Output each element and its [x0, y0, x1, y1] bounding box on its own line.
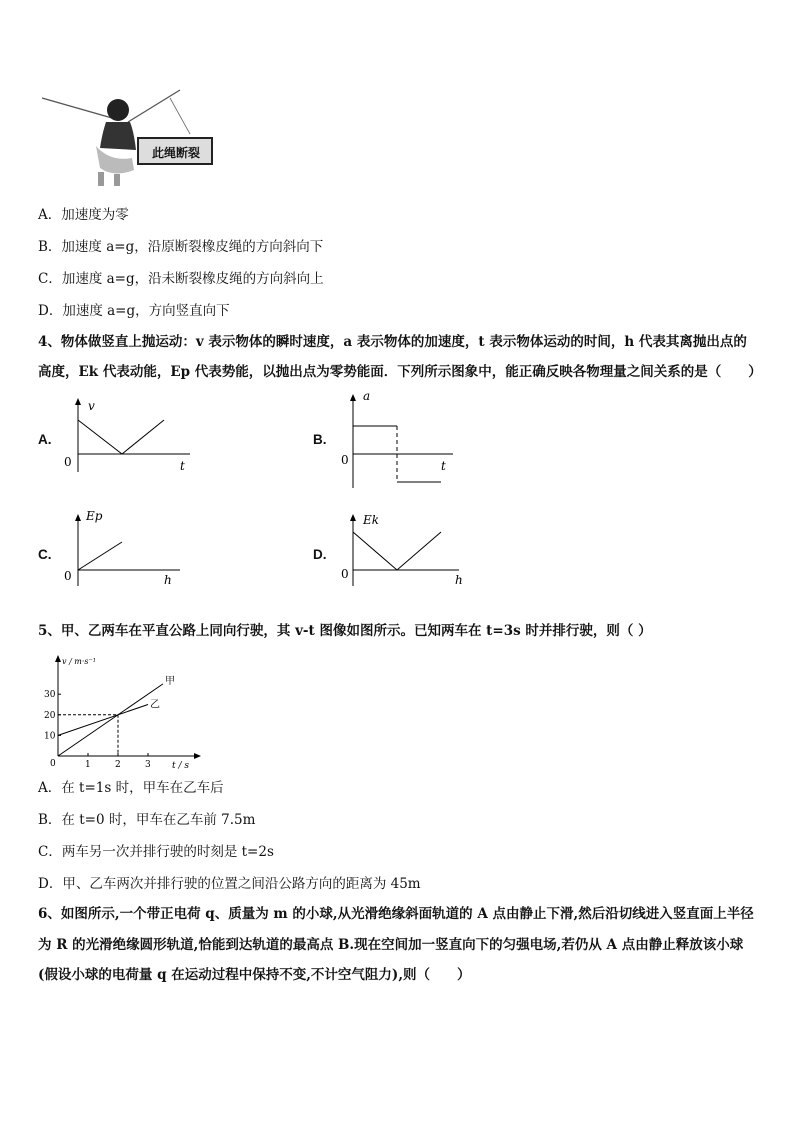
- figure-child-on-cords: [40, 88, 225, 190]
- right-cord: [128, 90, 180, 122]
- vt-series-label-2: 乙: [150, 699, 160, 711]
- vt-ytick-label-30: 30: [44, 690, 56, 701]
- cord-broken-label: 此绳断裂: [151, 146, 200, 160]
- child-illustration: [40, 88, 225, 190]
- vt-ylabel: v / m·s⁻¹: [62, 657, 96, 666]
- child-head: [107, 99, 129, 121]
- vt-series-line-2: [58, 705, 148, 736]
- q5-option-b: B．在 t=0 时，甲车在乙车前 7.5m: [38, 812, 256, 828]
- q3-option-d: D．加速度 a=g，方向竖直向下: [38, 303, 230, 319]
- vt-xtick-label-3: 3: [145, 760, 151, 770]
- left-cord: [42, 98, 112, 118]
- graph-b-label: B.: [313, 432, 327, 447]
- q4-stem-line1: 4、物体做竖直上抛运动：v 表示物体的瞬时速度，a 表示物体的加速度，t 表示物体运动的时间，h 代表其离抛出点的: [38, 334, 747, 350]
- graph-d-origin: 0: [341, 567, 349, 581]
- graph-b: [335, 388, 465, 492]
- graph-c-origin: 0: [64, 569, 72, 583]
- vt-xtick-label-2: 2: [115, 760, 121, 770]
- graph-a-origin: 0: [64, 455, 72, 469]
- graph-b-origin: 0: [341, 453, 349, 467]
- graph-d-ylabel: Ek: [363, 513, 380, 527]
- vt-chart: [36, 652, 206, 770]
- q3-option-a: A．加速度为零: [38, 207, 129, 223]
- graph-c-ylabel: Ep: [86, 509, 103, 523]
- graph-a-ylabel: v: [88, 399, 95, 413]
- vt-ytick-label-10: 10: [44, 731, 56, 742]
- vt-origin: 0: [50, 759, 56, 769]
- q6-stem-line2: 为 R 的光滑绝缘圆形轨道,恰能到达轨道的最高点 B.现在空间加一竖直向下的匀强电场,若仍从 A 点由静止释放该小球: [38, 937, 744, 953]
- vt-xlabel: t / s: [172, 761, 189, 770]
- vt-ytick-label-20: 20: [44, 710, 56, 721]
- q3-option-c: C．加速度 a=g，沿未断裂橡皮绳的方向斜向上: [38, 271, 324, 287]
- vt-xtick-label-1: 1: [85, 760, 91, 770]
- q5-option-a: A．在 t=1s 时，甲车在乙车后: [38, 780, 224, 796]
- graph-c-potential-line: [78, 542, 122, 570]
- graph-b-ylabel: a: [363, 389, 371, 403]
- q3-option-b: B．加速度 a=g，沿原断裂橡皮绳的方向斜向下: [38, 239, 324, 255]
- graph-c-label: C.: [38, 547, 52, 562]
- graph-d-kinetic-line: [353, 532, 441, 570]
- graph-c: [60, 508, 190, 590]
- vt-series-label-1: 甲: [165, 675, 175, 687]
- graph-a: [60, 396, 200, 476]
- graph-c-xlabel: h: [164, 573, 172, 587]
- graph-d: [335, 508, 475, 590]
- graph-a-velocity-line: [78, 420, 164, 454]
- graph-d-label: D.: [313, 547, 327, 562]
- q6-stem-line1: 6、如图所示,一个带正电荷 q、质量为 m 的小球,从光滑绝缘斜面轨道的 A 点由静止下滑,然后沿切线进入竖直面上半径: [38, 906, 754, 922]
- vt-series-line-1: [58, 684, 163, 756]
- graph-b-xlabel: t: [441, 459, 446, 473]
- child-body: [100, 122, 136, 150]
- q4-stem-line2: 高度，Ek 代表动能，Ep 代表势能，以抛出点为零势能面．下列所示图象中，能正确反映各物理量之间关系的是（ ）: [38, 364, 762, 380]
- q5-stem: 5、甲、乙两车在平直公路上同向行驶，其 v-t 图像如图所示。已知两车在 t=3s 时并排行驶，则（ ）: [38, 623, 652, 639]
- graph-d-xlabel: h: [455, 573, 463, 587]
- child-legs: [96, 146, 134, 174]
- q5-option-c: C．两车另一次并排行驶的时刻是 t=2s: [38, 844, 274, 860]
- q5-option-d: D．甲、乙车两次并排行驶的位置之间沿公路方向的距离为 45m: [38, 876, 421, 892]
- graph-a-xlabel: t: [180, 459, 185, 473]
- graph-a-label: A.: [38, 432, 52, 447]
- q6-stem-line3: (假设小球的电荷量 q 在运动过程中保持不变,不计空气阻力),则（ ）: [38, 967, 471, 983]
